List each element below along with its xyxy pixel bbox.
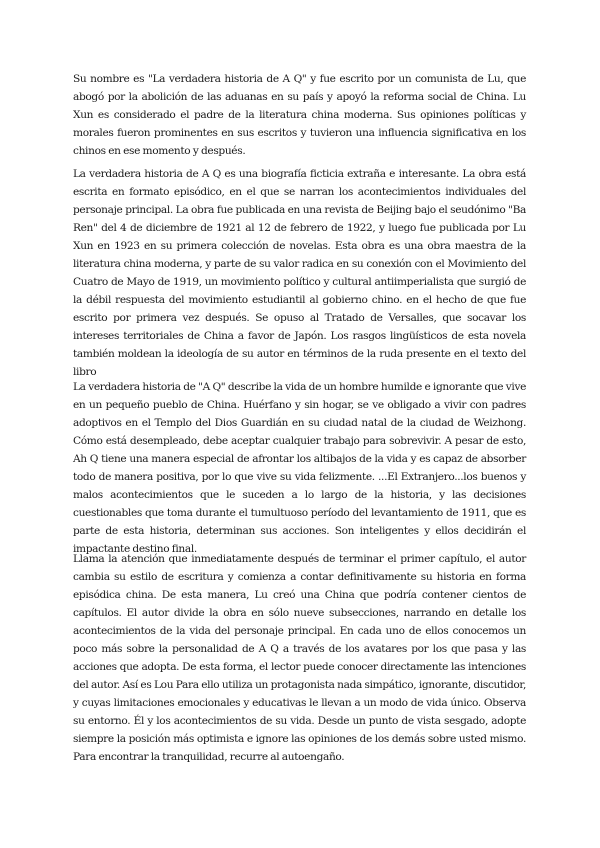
paragraph-intro: Su nombre es "La verdadera historia de A Q" y fue escrito por un comunista de Lu, que abogó por la abolición de las aduanas en su país y apoyó la reforma social de China. Lu Xun es considerado el padre de la literatura china moderna. Sus opiniones políticas y morales fueron prominentes en sus escritos y tuvieron una influencia significativa en los chinos en ese momento y después. [73,73,526,157]
paragraph-style: Llama la atención que inmediatamente después de terminar el primer capítulo, el autor cambia su estilo de escritura y comienza a contar definitivamente su historia en forma episódica china. De esta manera, Lu creó una China que podría contener cientos de capítulos. El autor divide la obra en sólo nueve subsecciones, narrando en detalle los acontecimientos de la vida del personaje principal. En cada uno de ellos conocemos un poco más sobre la personalidad de A Q a través de los avatares por los que pasa y las acciones que adopta. De esta forma, el lector puede conocer directamente las intenciones del autor. Así es Lou Para ello utiliza un protagonista nada simpático, ignorante, discutidor, y cuyas limitaciones emocionales y educativas le llevan a un modo de vida único. Observa su entorno. Él y los acontecimientos de su vida. Desde un punto de vista sesgado, adopte siempre la posición más optimista e ignore las opiniones de los demás sobre usted mismo. Para encontrar la tranquilidad, recurre al autoengaño. [73,553,526,763]
paragraph-biography: La verdadera historia de A Q es una biografía ficticia extraña e interesante. La obra está escrita en formato episódico, en el que se narran los acontecimientos individuales del personaje principal. La obra fue publicada en una revista de Beijing bajo el seudónimo "Ba Ren" del 4 de diciembre de 1921 al 12 de febrero de 1922, y luego fue publicada por Lu Xun en 1923 en su primera colección de novelas. Esta obra es una obra maestra de la literatura china moderna, y parte de su valor radica en su conexión con el Movimiento del Cuatro de Mayo de 1919, un movimiento político y cultural antiimperialista que surgió de la débil respuesta del movimiento estudiantil al gobierno chino. en el hecho de que fue escrito por primera vez después. Se opuso al Tratado de Versalles, que socavar los intereses territoriales de China a favor de Japón. Los rasgos lingüísticos de esta novela también moldean la ideología de su autor en términos de la ruda presente en el texto del libro [73,168,526,378]
paragraph-plot: La verdadera historia de "A Q" describe la vida de un hombre humilde e ignorante que vive en un pequeño pueblo de China. Huérfano y sin hogar, se ve obligado a vivir con padres adoptivos en el Templo del Dios Guardián en su ciudad natal de la ciudad de Weizhong. Cómo está desempleado, debe aceptar cualquier trabajo para sobrevivir. A pesar de esto, Ah Q tiene una manera especial de afrontar los altibajos de la vida y es capaz de absorber todo de manera positiva, por lo que vive su vida felizmente. ...El Extranjero...los buenos y malos acontecimientos que le suceden a lo largo de la historia, y las decisiones cuestionables que toma durante el tumultuoso período del levantamiento de 1911, que es parte de esta historia, determinan sus acciones. Son inteligentes y ellos decidirán el impactante destino final. [73,381,526,555]
